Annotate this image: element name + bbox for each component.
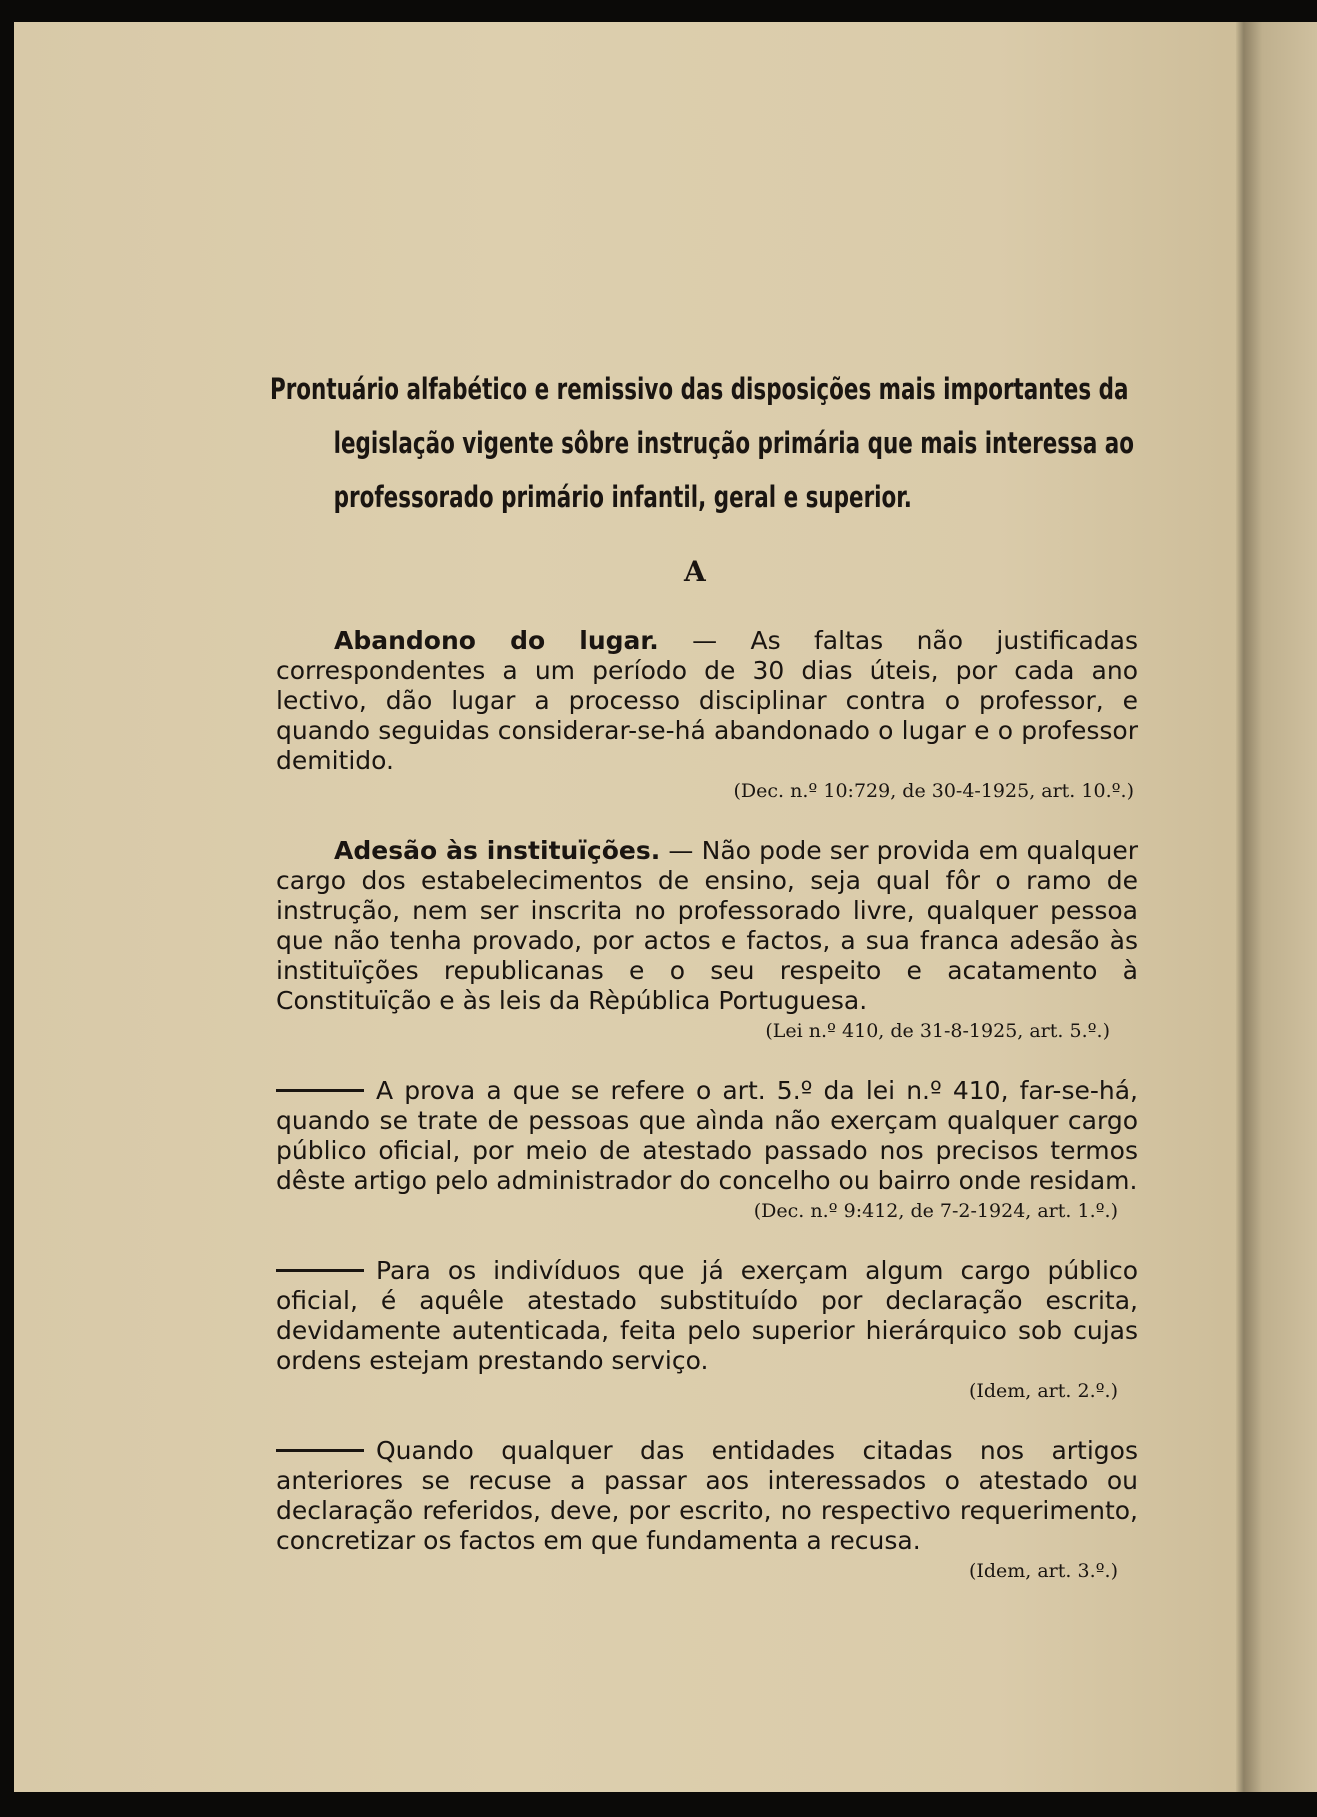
section-letter: A xyxy=(684,555,706,588)
entry-paragraph xyxy=(276,1436,1138,1556)
entry-text: Para os indivíduos que já exerçam algum cargo público oficial, é aquêle atestado substituído por declaração escrita, devidamente autenticada, feita pelo superior hierárquico sob cujas ordens estejam prestando serviço. xyxy=(276,1256,1138,1375)
heading-line-1: Prontuário alfabético e remissivo das disposições mais importantes da xyxy=(270,372,1129,406)
entry-text: As faltas não justificadas correspondentes a um período de 30 dias úteis, por cada ano lectivo, dão lugar a processo disciplinar contra o professor, e quando seguidas considerar-se-há abandonado o lugar e o professor demitido. xyxy=(276,626,1138,775)
entry-abandono xyxy=(276,626,1138,804)
entry-term: Adesão às instituïções. xyxy=(334,836,661,865)
entry-term: Abandono do lugar. xyxy=(334,626,659,655)
entry-citation: (Lei n.º 410, de 31-8-1925, art. 5.º.) xyxy=(765,1020,1110,1042)
entry-text: Não pode ser provida em qualquer cargo dos estabelecimentos de ensino, seja qual fôr o ramo de instrução, nem ser inscrita no professorado livre, qualquer pessoa que não tenha provado, por actos e factos, a sua franca adesão às instituïções republicanas e o seu respeito e acatamento à Constituïção e às leis da Rèpública Portuguesa. xyxy=(276,836,1138,1015)
entry-adesao xyxy=(276,836,1138,1044)
entry-text: A prova a que se refere o art. 5.º da lei n.º 410, far-se-há, quando se trate de pessoas que aìnda não exerçam qualquer cargo público oficial, por meio de atestado passado nos precisos termos dêste artigo pelo administrador do concelho ou bairro onde residam. xyxy=(276,1076,1138,1195)
entry-paragraph xyxy=(276,626,1138,776)
entry-text: Quando qualquer das entidades citadas nos artigos anteriores se recuse a passar aos interessados o atestado ou declaração referidos, deve, por escrito, no respectivo requerimento, concretizar os factos em que fundamenta a recusa. xyxy=(276,1436,1138,1555)
entry-citation: (Dec. n.º 10:729, de 30-4-1925, art. 10.º.) xyxy=(733,780,1134,802)
entry-separator: — xyxy=(658,626,751,655)
entry-citation: (Dec. n.º 9:412, de 7-2-1924, art. 1.º.) xyxy=(753,1200,1118,1222)
entry-paragraph xyxy=(276,836,1138,1016)
entry-paragraph xyxy=(276,1076,1138,1196)
entry-citation: (Idem, art. 3.º.) xyxy=(968,1560,1118,1582)
entry-prova xyxy=(276,1076,1138,1224)
ditto-dash xyxy=(276,1269,364,1272)
entry-individuos xyxy=(276,1256,1138,1404)
heading-line-3: professorado primário infantil, geral e superior. xyxy=(333,480,912,514)
page-heading xyxy=(270,362,1135,524)
entry-citation: (Idem, art. 2.º.) xyxy=(968,1380,1118,1402)
entry-separator: — xyxy=(660,836,702,865)
ditto-dash xyxy=(276,1089,364,1092)
entries-body xyxy=(276,626,1138,1616)
entry-recusa xyxy=(276,1436,1138,1584)
entry-paragraph xyxy=(276,1256,1138,1376)
adjacent-page-edge xyxy=(1244,22,1317,1792)
ditto-dash xyxy=(276,1449,364,1452)
heading-line-2: legislação vigente sôbre instrução primária que mais interessa ao xyxy=(333,426,1135,460)
